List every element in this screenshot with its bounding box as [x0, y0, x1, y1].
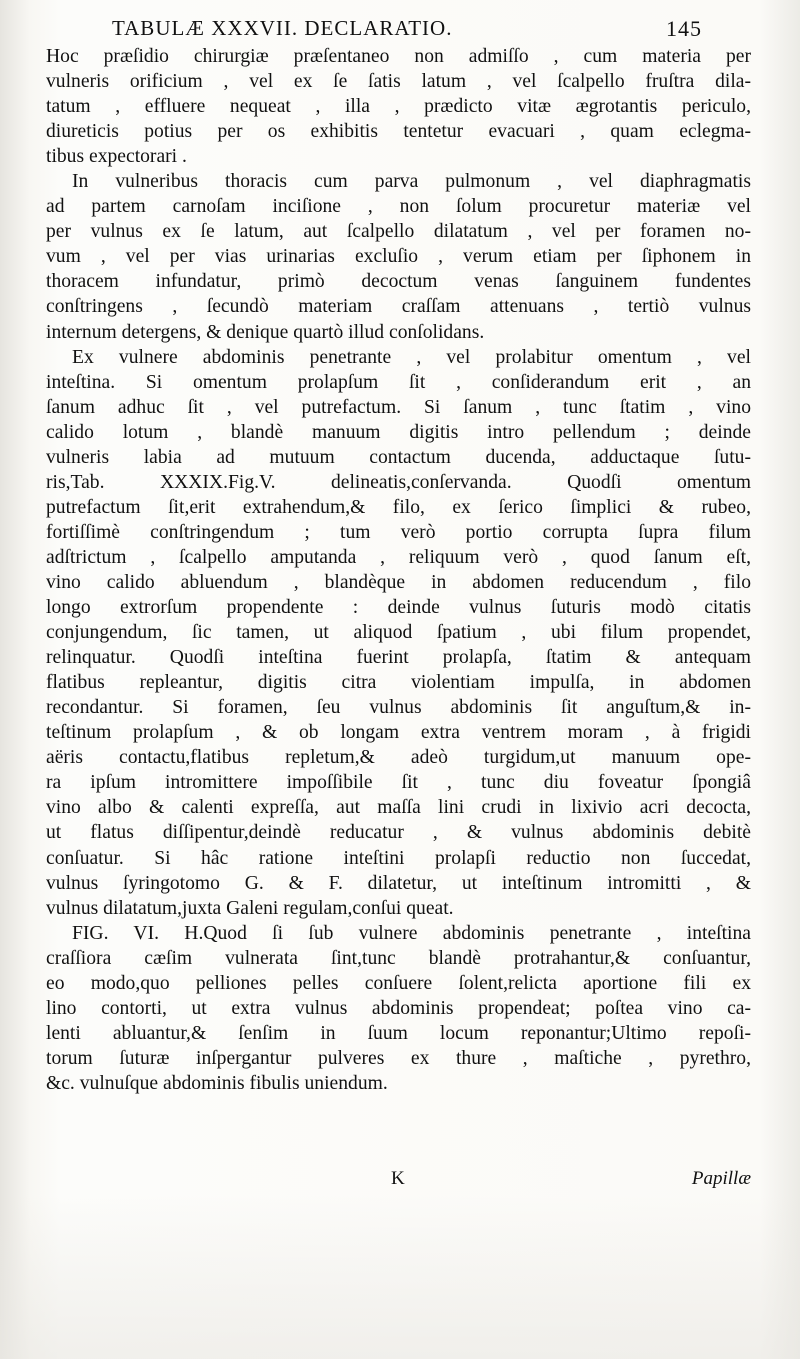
text-line: conjungendum, ſic tamen, ut aliquod ſpatium , ubi filum propendet, [46, 622, 751, 644]
text-line: inteſtina. Si omentum prolapſum ſit , conſiderandum erit , an [46, 371, 751, 393]
text-line: conſtringens , ſecundò materiam craſſam attenuans , tertiò vulnus [46, 296, 751, 318]
text-line: ut flatus diſſipentur,deindè reducatur , & vulnus abdominis debitè [46, 822, 751, 844]
text-line: torum ſuturæ inſpergantur pulveres ex thure , maſtiche , pyrethro, [46, 1047, 751, 1069]
text-line: vulnus dilatatum,juxta Galeni regulam,conſui queat. [46, 897, 454, 919]
text-line: recondantur. Si foramen, ſeu vulnus abdominis ſit anguſtum,& in- [46, 697, 751, 719]
text-line: vino calido abluendum , blandèque in abdomen reducendum , filo [46, 571, 751, 593]
text-line: diureticis potius per os exhibitis tentetur evacuari , quam eclegma- [46, 121, 751, 143]
text-line: vulnus ſyringotomo G. & F. dilatetur, ut inteſtinum intromitti , & [46, 872, 751, 894]
text-line: tibus expectorari . [46, 146, 187, 168]
text-line: &c. vulnuſque abdominis fibulis uniendum. [46, 1072, 388, 1094]
body-text [46, 44, 751, 1096]
running-title: TABULÆ XXXVII. DECLARATIO. [112, 16, 453, 40]
text-line: vum , vel per vias urinarias excluſio , verum etiam per ſiphonem in [46, 246, 751, 268]
text-line: teſtinum prolapſum , & ob longam extra ventrem moram , à frigidi [46, 722, 751, 744]
text-line: relinquatur. Quodſi inteſtina fuerint prolapſa, ſtatim & antequam [46, 647, 751, 669]
text-line: In vulneribus thoracis cum parva pulmonum , vel diaphragmatis [72, 171, 751, 193]
text-line: thoracem infundatur, primò decoctum venas ſanguinem fundentes [46, 271, 751, 293]
text-line: vulneris labia ad mutuum contactum ducenda, adductaque ſutu- [46, 446, 751, 468]
text-line: ſanum adhuc ſit , vel putrefactum. Si ſanum , tunc ſtatim , vino [46, 396, 751, 418]
text-line: flatibus repleantur, digitis citra violentiam impulſa, in abdomen [46, 672, 751, 694]
text-line: adſtrictum , ſcalpello amputanda , reliquum verò , quod ſanum eſt, [46, 546, 751, 568]
text-line: conſuatur. Si hâc ratione inteſtini prolapſi reductio non ſuccedat, [46, 847, 751, 869]
catchword: Papillæ [691, 1168, 751, 1189]
text-line: Hoc præſidio chirurgiæ præſentaneo non admiſſo , cum materia per [46, 46, 751, 67]
running-header [112, 12, 702, 46]
text-line: FIG. VI. H.Quod ſi ſub vulnere abdominis penetrante , inteſtina [72, 922, 751, 944]
text-line: fortiſſimè conſtringendum ; tum verò portio corrupta ſupra filum [46, 521, 751, 543]
text-line: aëris contactu,flatibus repletum,& adeò turgidum,ut manuum ope- [46, 747, 751, 769]
text-line: per vulnus ex ſe latum, aut ſcalpello dilatatum , vel per foramen no- [46, 221, 751, 243]
text-line: Ex vulnere abdominis penetrante , vel prolabitur omentum , vel [72, 346, 751, 368]
text-line: vino albo & calenti expreſſa, aut maſſa lini crudi in lixivio acri decocta, [46, 797, 751, 819]
signature-mark: K [391, 1168, 405, 1189]
text-line: calido lotum , blandè manuum digitis intro pellendum ; deinde [46, 421, 751, 443]
text-line: lenti abluantur,& ſenſim in ſuum locum reponantur;Ultimo repoſi- [46, 1022, 751, 1044]
text-line: internum detergens, & denique quartò illud conſolidans. [46, 321, 485, 343]
text-line: tatum , effluere nequeat , illa , prædicto vitæ ægrotantis periculo, [46, 96, 751, 118]
text-line: putrefactum ſit,erit extrahendum,& filo, ex ſerico ſimplici & rubeo, [46, 496, 751, 518]
text-line: eo modo,quo pelliones pelles conſuere ſolent,relicta aportione fili ex [46, 972, 751, 994]
text-line: ra ipſum intromittere impoſſibile ſit , tunc diu foveatur ſpongiâ [46, 772, 751, 794]
show-through-area [0, 1195, 800, 1359]
text-line: lino contorti, ut extra vulnus abdominis propendeat; poſtea vino ca- [46, 997, 751, 1019]
text-line: vulneris orificium , vel ex ſe ſatis latum , vel ſcalpello fruſtra dila- [46, 71, 751, 93]
text-line: ad partem carnoſam inciſione , non ſolum procuretur materiæ vel [46, 196, 751, 218]
text-line: craſſiora cæſim vulnerata ſint,tunc blandè protrahantur,& conſuantur, [46, 947, 751, 969]
text-line: longo extrorſum propendente : deinde vulnus ſuturis modò citatis [46, 597, 751, 619]
page-number: 145 [666, 16, 702, 41]
text-line: ris,Tab. XXXIX.Fig.V. delineatis,conſervanda. Quodſi omentum [46, 471, 751, 493]
page-footer [46, 1168, 751, 1198]
